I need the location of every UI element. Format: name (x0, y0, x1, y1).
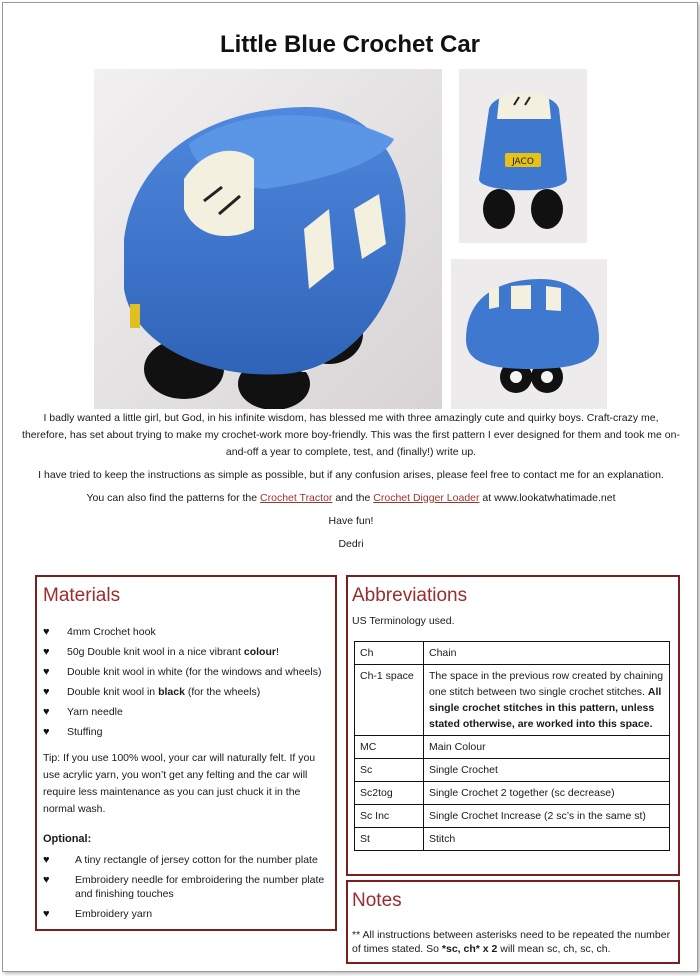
heart-bullet-icon: ♥ (43, 666, 50, 678)
list-item-text: 4mm Crochet hook (67, 626, 156, 638)
table-row (355, 642, 670, 665)
notes-box (346, 880, 680, 964)
list-item (43, 665, 333, 679)
intro-p3-mid: and the (332, 492, 374, 504)
list-item-text: Embroidery needle for embroidering the number plate and finishing touches (75, 874, 325, 900)
list-item (43, 725, 333, 739)
heart-bullet-icon: ♥ (43, 706, 50, 718)
materials-tip: Tip: If you use 100% wool, your car will naturally felt. If you use acrylic yarn, you won’t get any felting and the car will require less maintenance as you can just chuck it in the normal wash. (43, 752, 316, 815)
abbr-term: Sc (355, 759, 424, 782)
notes-text (352, 928, 674, 956)
intro-paragraph-3 (21, 490, 681, 507)
abbr-meaning (424, 759, 670, 782)
table-row (355, 736, 670, 759)
abbr-meaning-text: Main Colour (429, 741, 486, 753)
heart-bullet-icon: ♥ (43, 854, 50, 866)
heart-bullet-icon: ♥ (43, 646, 50, 658)
abbr-term: Ch (355, 642, 424, 665)
abbr-term: Ch-1 space (355, 665, 424, 736)
pattern-page (2, 2, 698, 972)
list-item-text: Embroidery yarn (75, 908, 153, 920)
list-item-text: Stuffing (67, 726, 103, 738)
terminology-note: US Terminology used. (352, 615, 455, 627)
list-item-text: Double knit wool in (67, 686, 159, 698)
list-item (43, 705, 333, 719)
side-photo (451, 259, 607, 409)
intro-paragraph-2: I have tried to keep the instructions as simple as possible, but if any confusion arises, please feel free to contact me for an explanation. (38, 469, 664, 481)
intro-text (21, 410, 681, 559)
intro-have-fun: Have fun! (328, 515, 374, 527)
optional-heading: Optional: (43, 833, 92, 845)
table-row (355, 828, 670, 851)
notes-heading: Notes (352, 890, 402, 911)
intro-signature: Dedri (338, 538, 364, 550)
abbr-meaning-text: The space in the previous row created by chaining one stitch between two single crochet stitches. (429, 670, 664, 698)
list-item-text: 50g Double knit wool in a nice vibrant (67, 646, 244, 658)
heart-bullet-icon: ♥ (43, 874, 50, 886)
optional-list (43, 853, 333, 927)
table-row (355, 759, 670, 782)
abbr-term: Sc Inc (355, 805, 424, 828)
crochet-tractor-link[interactable]: Crochet Tractor (260, 492, 333, 504)
main-photo (94, 69, 442, 409)
intro-paragraph-1: I badly wanted a little girl, but God, in his infinite wisdom, has blessed me with three amazingly cute and quirky boys. Craft-crazy me, therefore, has set about trying to make my crochet-work more boy-friendly. This was the first pattern I ever designed for them and took me on-and-off a year to complete, test, and (finally!) write up. (22, 412, 680, 458)
list-item (43, 685, 333, 699)
table-row (355, 665, 670, 736)
abbr-meaning-text: Chain (429, 647, 457, 659)
heart-bullet-icon: ♥ (43, 626, 50, 638)
abbr-meaning (424, 665, 670, 736)
notes-text-pre: ** All instructions between asterisks need to be repeated the number of times stated. So (352, 929, 671, 955)
abbr-meaning-text: Single Crochet 2 together (sc decrease) (429, 787, 615, 799)
abbr-meaning (424, 805, 670, 828)
list-item-text: Double knit wool in white (for the windows and wheels) (67, 666, 322, 678)
list-item-bold: colour (243, 646, 276, 658)
list-item (43, 625, 333, 639)
list-item-bold: black (158, 686, 185, 698)
list-item (43, 907, 333, 921)
intro-p3-post: at www.lookatwhatimade.net (479, 492, 616, 504)
heart-bullet-icon: ♥ (43, 908, 50, 920)
page-title: Little Blue Crochet Car (219, 31, 481, 58)
abbr-meaning (424, 642, 670, 665)
crochet-digger-loader-link[interactable]: Crochet Digger Loader (373, 492, 480, 504)
abbr-meaning (424, 782, 670, 805)
table-row (355, 782, 670, 805)
list-item (43, 645, 333, 659)
list-item-text: A tiny rectangle of jersey cotton for the number plate (75, 854, 318, 866)
materials-heading: Materials (43, 585, 121, 606)
list-item (43, 873, 333, 901)
abbr-term: Sc2tog (355, 782, 424, 805)
abbr-meaning-text: Stitch (429, 833, 456, 845)
materials-box (35, 575, 337, 931)
heart-bullet-icon: ♥ (43, 726, 50, 738)
list-item-text: ! (275, 646, 279, 658)
abbreviations-table (354, 641, 670, 851)
abbr-meaning (424, 736, 670, 759)
materials-list (43, 625, 333, 745)
list-item-text: (for the wheels) (184, 686, 261, 698)
list-item-text: Yarn needle (67, 706, 123, 718)
plate-text: JACO (512, 157, 534, 167)
abbr-term: MC (355, 736, 424, 759)
notes-text-post: will mean sc, ch, sc, ch. (497, 943, 611, 955)
notes-text-bold: *sc, ch* x 2 (441, 943, 498, 955)
intro-p3-pre: You can also find the patterns for the (86, 492, 261, 504)
abbr-meaning (424, 828, 670, 851)
abbr-meaning-text: Single Crochet (429, 764, 498, 776)
abbr-meaning-text: Single Crochet Increase (2 sc’s in the same st) (429, 810, 646, 822)
abbreviations-box (346, 575, 680, 876)
heart-bullet-icon: ♥ (43, 686, 50, 698)
abbr-meaning-bold: All single crochet stitches in this pattern, unless stated otherwise, are worked into this space. (429, 686, 662, 730)
list-item (43, 853, 333, 867)
front-photo (459, 69, 587, 243)
abbr-term: St (355, 828, 424, 851)
table-row (355, 805, 670, 828)
abbreviations-heading: Abbreviations (352, 585, 468, 606)
